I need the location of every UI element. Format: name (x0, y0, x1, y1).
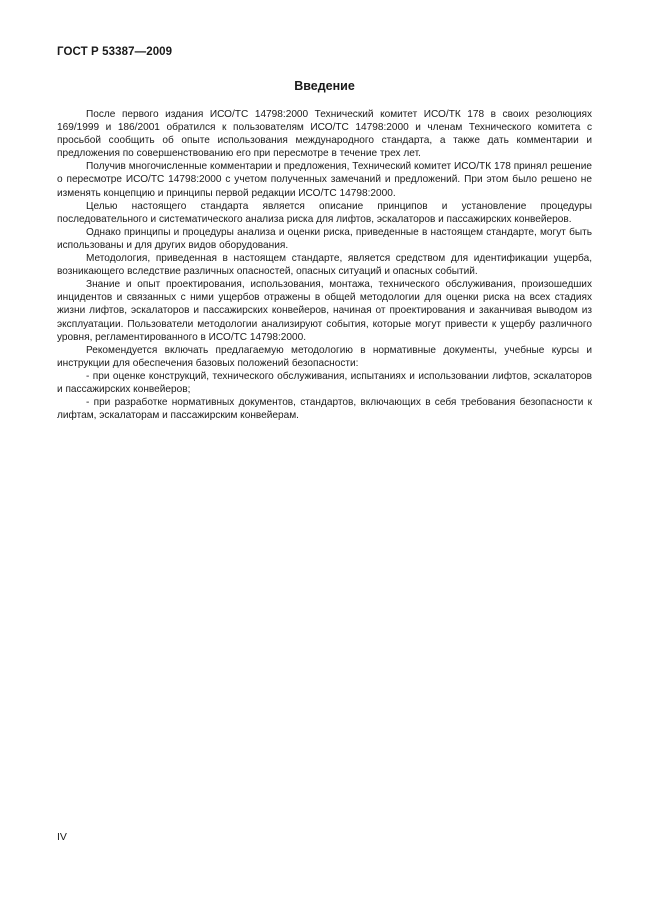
paragraph: После первого издания ИСО/ТС 14798:2000 Технический комитет ИСО/ТК 178 в своих резолюциях 169/1999 и 186/2001 обратился к пользователям ИСО/ТС 14798:2000 и членам Технического комитета с просьбой сообщить об опыте использования международного стандарта, а также дать комментарии и предложения по совершенствованию его при пересмотре в течение трех лет. (57, 109, 592, 160)
paragraph: Целью настоящего стандарта является описание принципов и установление процедуры последовательного и систематического анализа риска для лифтов, эскалаторов и пассажирских конвейеров. (57, 200, 592, 225)
introduction-body (57, 108, 592, 422)
paragraph: Методология, приведенная в настоящем стандарте, является средством для идентификации ущерба, возникающего вследствие различных опасностей, опасных ситуаций и опасных событий. (57, 253, 592, 278)
paragraph: Однако принципы и процедуры анализа и оценки риска, приведенные в настоящем стандарте, могут быть использованы и для других видов оборудования. (57, 226, 592, 251)
page-number: IV (57, 831, 67, 843)
paragraph: Знание и опыт проектирования, использования, монтажа, технического обслуживания, произошедших инцидентов и связанных с ними ущербов отражены в общей методологии для оценки риска на всех стадиях жизни лифтов, эскалаторов и пассажирских конвейеров, начиная от проектирования и заканчивая выводом из эксплуатации. Пользователи методологии анализируют события, которые могут привести к ущербу различного уровня, регламентированного в ИСО/ТС 14798:2000. (57, 279, 592, 343)
list-item: - при оценке конструкций, технического обслуживания, испытаниях и использовании лифтов, эскалаторов и пассажирских конвейеров; (57, 370, 592, 395)
list-item: - при разработке нормативных документов, стандартов, включающих в себя требования безопасности к лифтам, эскалаторам и пассажирским конвейерам. (57, 397, 592, 422)
standard-code-header: ГОСТ Р 53387—2009 (57, 46, 173, 58)
paragraph: Рекомендуется включать предлагаемую методологию в нормативные документы, учебные курсы и инструкции для обеспечения базовых положений безопасности: (57, 344, 592, 369)
paragraph: Получив многочисленные комментарии и предложения, Технический комитет ИСО/ТК 178 принял решение о пересмотре ИСО/ТС 14798:2000 с учетом полученных замечаний и предложений. При этом было решено не изменять концепцию и принципы первой редакции ИСО/ТС 14798:2000. (57, 161, 592, 199)
section-title: Введение (294, 79, 355, 93)
